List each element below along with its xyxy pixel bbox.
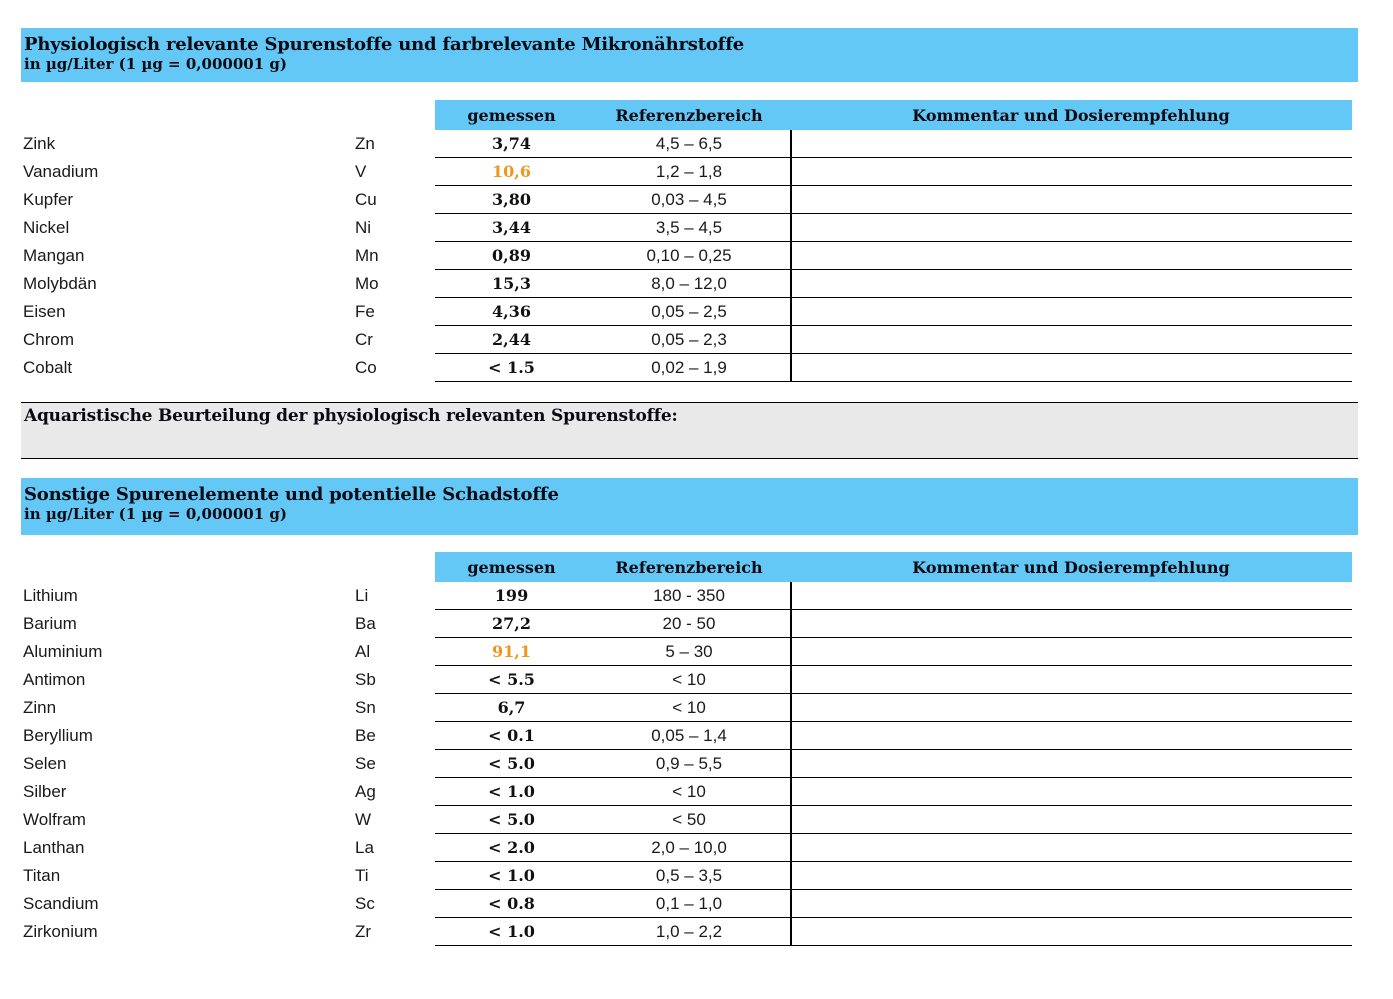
element-name: Vanadium (23, 162, 99, 181)
table-row (21, 242, 1352, 270)
table-row (21, 270, 1352, 298)
measured-value: 91,1 (435, 638, 588, 666)
comment-cell (790, 834, 1352, 862)
table-row (21, 862, 1352, 890)
section1-table (21, 130, 1352, 382)
table-row (21, 354, 1352, 382)
table-row (21, 638, 1352, 666)
reference-range: < 10 (588, 778, 790, 806)
section1-column-header (435, 100, 1352, 130)
element-symbol: La (355, 838, 374, 857)
reference-range: < 10 (588, 694, 790, 722)
comment-cell (790, 130, 1352, 158)
measured-value: < 0.8 (435, 890, 588, 918)
table-row (21, 186, 1352, 214)
element-name: Zirkonium (23, 922, 98, 941)
measured-value: 2,44 (435, 326, 588, 354)
measured-value: < 0.1 (435, 722, 588, 750)
assessment-bar-label: Aquaristische Beurteilung der physiologisch relevanten Spurenstoffe: (24, 406, 678, 426)
table-row (21, 750, 1352, 778)
element-symbol: Sn (355, 698, 376, 717)
element-symbol: Sc (355, 894, 375, 913)
measured-value: < 5.0 (435, 806, 588, 834)
element-name: Aluminium (23, 642, 103, 661)
section2-title-bar (21, 478, 1358, 535)
table-row (21, 298, 1352, 326)
element-symbol: Al (355, 642, 371, 661)
section2-table (21, 582, 1352, 946)
comment-cell (790, 326, 1352, 354)
element-symbol: Ba (355, 614, 376, 633)
element-name: Eisen (23, 302, 66, 321)
element-symbol: V (355, 162, 367, 181)
reference-range: 3,5 – 4,5 (588, 214, 790, 242)
element-name: Lanthan (23, 838, 85, 857)
measured-value: < 1.0 (435, 778, 588, 806)
reference-range: 8,0 – 12,0 (588, 270, 790, 298)
section1-title: Physiologisch relevante Spurenstoffe und farbrelevante Mikronährstoffe (24, 34, 745, 55)
element-symbol: Ag (355, 782, 376, 801)
measured-value: 15,3 (435, 270, 588, 298)
element-name: Mangan (23, 246, 85, 265)
reference-range: 0,05 – 2,5 (588, 298, 790, 326)
comment-cell (790, 722, 1352, 750)
comment-cell (790, 242, 1352, 270)
element-name: Beryllium (23, 726, 93, 745)
reference-range: 20 - 50 (588, 610, 790, 638)
comment-cell (790, 610, 1352, 638)
element-symbol: Zr (355, 922, 372, 941)
reference-range: 0,9 – 5,5 (588, 750, 790, 778)
section1-subtitle: in µg/Liter (1 µg = 0,000001 g) (24, 55, 287, 73)
comment-cell (790, 582, 1352, 610)
section2-title: Sonstige Spurenelemente und potentielle Schadstoffe (24, 484, 559, 505)
element-name: Wolfram (23, 810, 86, 829)
table-row (21, 666, 1352, 694)
element-symbol: Mn (355, 246, 379, 265)
measured-value: 6,7 (435, 694, 588, 722)
element-name: Nickel (23, 218, 70, 237)
comment-cell (790, 750, 1352, 778)
column-header-measured: gemessen (467, 557, 556, 577)
column-header-reference: Referenzbereich (615, 557, 763, 577)
element-symbol: Co (355, 358, 377, 377)
reference-range: 0,05 – 1,4 (588, 722, 790, 750)
table-row (21, 806, 1352, 834)
element-name: Zink (23, 134, 56, 153)
reference-range: 0,02 – 1,9 (588, 354, 790, 382)
reference-range: < 10 (588, 666, 790, 694)
element-symbol: Cr (355, 330, 373, 349)
measured-value: 27,2 (435, 610, 588, 638)
table-row (21, 610, 1352, 638)
comment-cell (790, 862, 1352, 890)
element-symbol: W (355, 810, 372, 829)
comment-cell (790, 298, 1352, 326)
table-row (21, 918, 1352, 946)
element-symbol: Ni (355, 218, 372, 237)
reference-range: 0,05 – 2,3 (588, 326, 790, 354)
element-name: Zinn (23, 698, 57, 717)
column-header-comment: Kommentar und Dosierempfehlung (912, 105, 1230, 125)
reference-range: 0,1 – 1,0 (588, 890, 790, 918)
table-row (21, 694, 1352, 722)
element-name: Scandium (23, 894, 99, 913)
column-header-reference: Referenzbereich (615, 105, 763, 125)
element-symbol: Cu (355, 190, 377, 209)
assessment-bar (21, 402, 1358, 459)
element-name: Lithium (23, 586, 78, 605)
element-symbol: Fe (355, 302, 375, 321)
table-row (21, 834, 1352, 862)
table-row (21, 326, 1352, 354)
measured-value: < 2.0 (435, 834, 588, 862)
measured-value: < 1.0 (435, 862, 588, 890)
comment-cell (790, 694, 1352, 722)
reference-range: 1,0 – 2,2 (588, 918, 790, 946)
element-name: Antimon (23, 670, 86, 689)
measured-value: 3,74 (435, 130, 588, 158)
reference-range: 4,5 – 6,5 (588, 130, 790, 158)
reference-range: 5 – 30 (588, 638, 790, 666)
table-row (21, 722, 1352, 750)
element-symbol: Li (355, 586, 369, 605)
comment-cell (790, 214, 1352, 242)
measured-value: 199 (435, 582, 588, 610)
comment-cell (790, 638, 1352, 666)
reference-range: 180 - 350 (588, 582, 790, 610)
element-name: Titan (23, 866, 61, 885)
element-name: Silber (23, 782, 67, 801)
element-symbol: Be (355, 726, 376, 745)
element-name: Cobalt (23, 358, 73, 377)
section1-title-bar (21, 28, 1358, 82)
measured-value: < 1.0 (435, 918, 588, 946)
measured-value: 4,36 (435, 298, 588, 326)
element-symbol: Zn (355, 134, 375, 153)
reference-range: 1,2 – 1,8 (588, 158, 790, 186)
comment-cell (790, 918, 1352, 946)
reference-range: 2,0 – 10,0 (588, 834, 790, 862)
table-row (21, 214, 1352, 242)
element-name: Kupfer (23, 190, 74, 209)
table-row (21, 158, 1352, 186)
comment-cell (790, 778, 1352, 806)
table-row (21, 778, 1352, 806)
comment-cell (790, 270, 1352, 298)
element-symbol: Mo (355, 274, 379, 293)
reference-range: 0,5 – 3,5 (588, 862, 790, 890)
reference-range: 0,03 – 4,5 (588, 186, 790, 214)
comment-cell (790, 158, 1352, 186)
element-symbol: Sb (355, 670, 376, 689)
measured-value: 10,6 (435, 158, 588, 186)
table-row (21, 582, 1352, 610)
measured-value: 0,89 (435, 242, 588, 270)
comment-cell (790, 890, 1352, 918)
measured-value: 3,80 (435, 186, 588, 214)
section2-subtitle: in µg/Liter (1 µg = 0,000001 g) (24, 505, 287, 523)
element-name: Selen (23, 754, 67, 773)
column-header-comment: Kommentar und Dosierempfehlung (912, 557, 1230, 577)
comment-cell (790, 186, 1352, 214)
element-symbol: Se (355, 754, 376, 773)
table-row (21, 890, 1352, 918)
reference-range: 0,10 – 0,25 (588, 242, 790, 270)
measured-value: < 5.0 (435, 750, 588, 778)
measured-value: 3,44 (435, 214, 588, 242)
table-row (21, 130, 1352, 158)
element-name: Barium (23, 614, 77, 633)
comment-cell (790, 666, 1352, 694)
element-symbol: Ti (355, 866, 369, 885)
element-name: Chrom (23, 330, 75, 349)
measured-value: < 5.5 (435, 666, 588, 694)
measured-value: < 1.5 (435, 354, 588, 382)
column-header-measured: gemessen (467, 105, 556, 125)
comment-cell (790, 354, 1352, 382)
section2-column-header (435, 552, 1352, 582)
reference-range: < 50 (588, 806, 790, 834)
comment-cell (790, 806, 1352, 834)
element-name: Molybdän (23, 274, 97, 293)
trace-elements-report-page (0, 28, 1393, 999)
